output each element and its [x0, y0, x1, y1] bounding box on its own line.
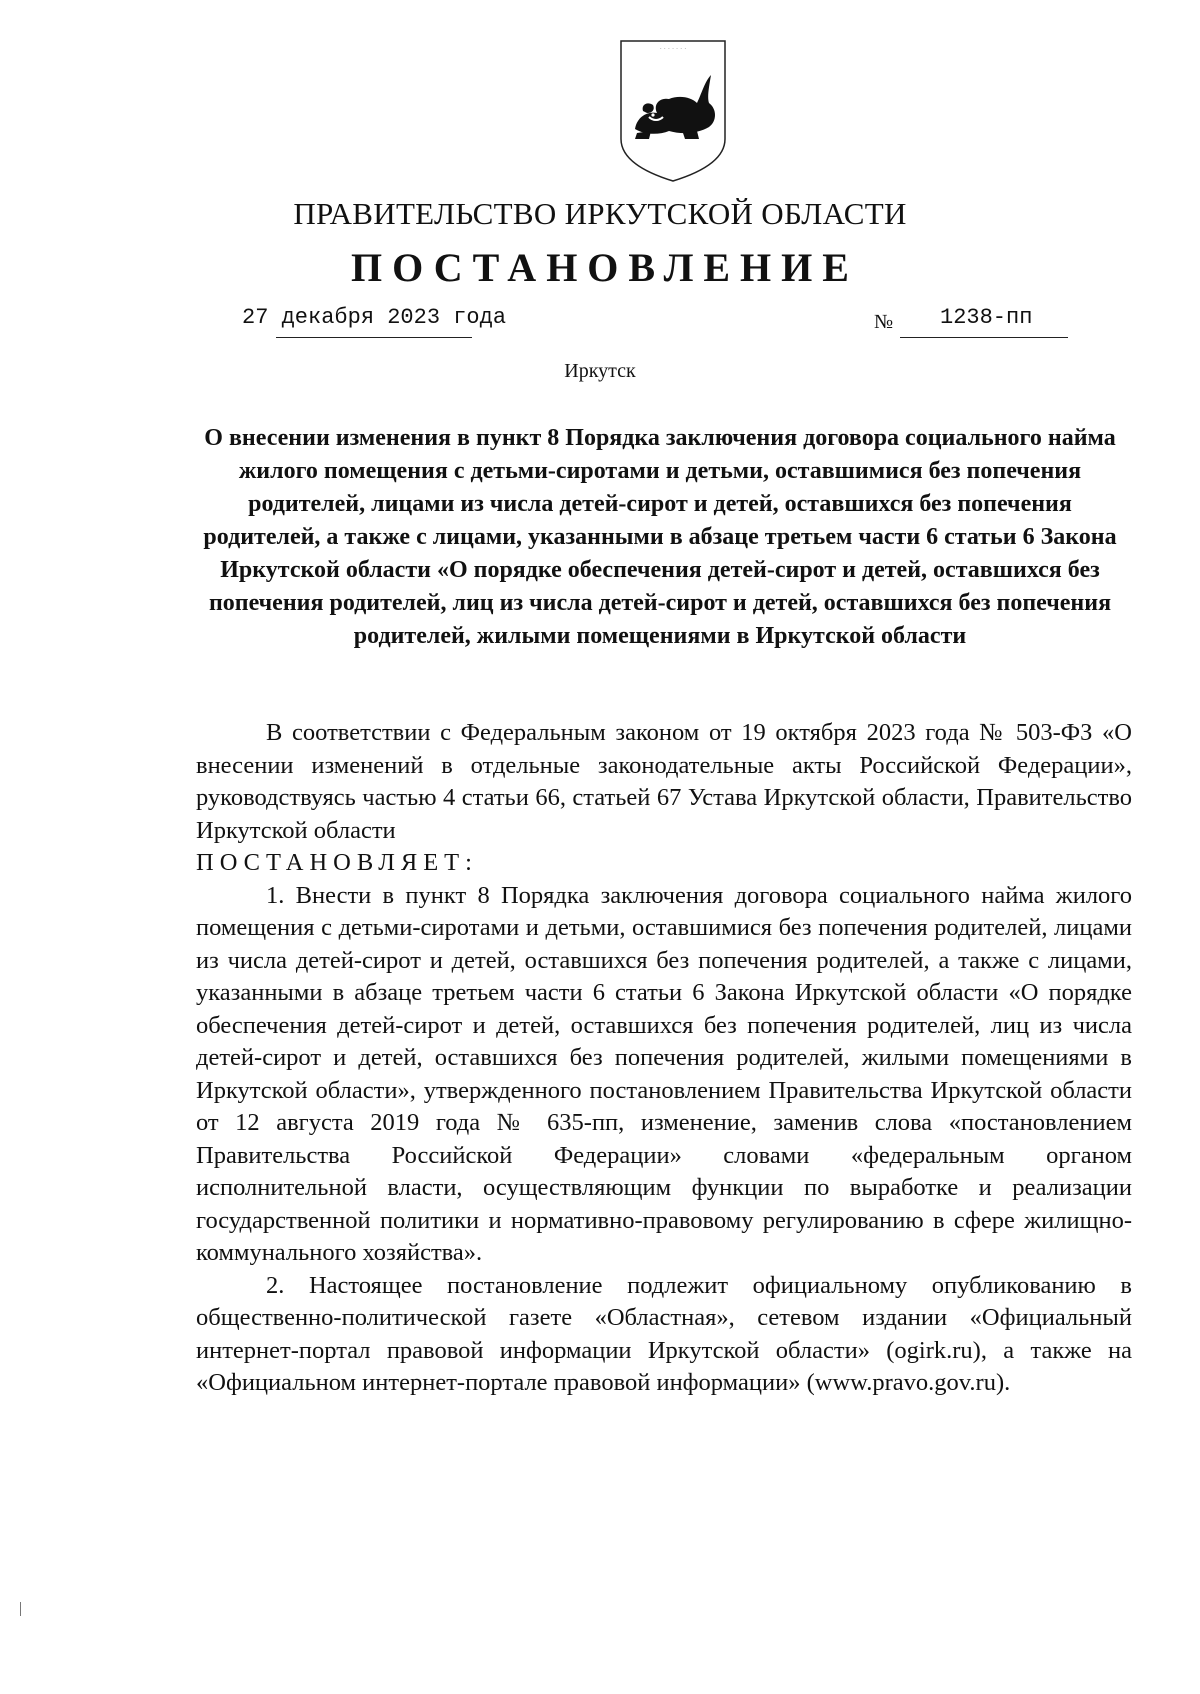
number-label: №	[874, 311, 894, 333]
item-2-paragraph: 2. Настоящее постановление подлежит официальному опубликованию в общественно-политической газете «Областная», сетевом издании «Официальный интернет-портал правовой информации Иркутской области» (ogirk.ru), а также на «Официальном интернет-портале правовой информации» (www.pravo.gov.ru).	[196, 1271, 1132, 1396]
document-title: О внесении изменения в пункт 8 Порядка заключения договора социального найма жилого помещения с детьми-сиротами и детьми, оставшимися без попечения родителей, лицами из числа детей-сирот и детей, оставшихся без попечения родителей, а также с лицами, указанными в абзаце третьем части 6 статьи 6 Закона Иркутской области «О порядке обеспечения детей-сирот и детей, оставшихся без попечения родителей, лиц из числа детей-сирот и детей, оставшихся без попечения родителей, жилыми помещениями в Иркутской области	[203, 425, 1117, 649]
organization-name: ПРАВИТЕЛЬСТВО ИРКУТСКОЙ ОБЛАСТИ	[293, 196, 907, 231]
decree-word: ПОСТАНОВЛЯЕТ:	[196, 849, 478, 876]
document-number: 1238-пп	[940, 305, 1033, 330]
document-date: 27 декабря 2023 года	[242, 305, 507, 330]
item-1-paragraph: 1. Внести в пункт 8 Порядка заключения договора социального найма жилого помещения с детьми-сиротами и детьми, оставшимися без попечения родителей, лицами из числа детей-сирот и детей, оставшихся без попечения родителей, а также с лицами, указанными в абзаце третьем части 6 статьи 6 Закона Иркутской области «О порядке обеспечения детей-сирот и детей, оставшихся без попечения родителей, лиц из числа детей-сирот и детей, оставшихся без попечения родителей, жилыми помещениями в Иркутской области», утвержденного постановлением Правительства Иркутской области от 12 августа 2019 года № 635-пп, изменение, заменив слова «постановлением Правительства Российской Федерации» словами «федеральным органом исполнительной власти, осуществляющим функции по выработке и реализации государственной политики и нормативно-правовому регулированию в сфере жилищно-коммунального хозяйства».	[196, 881, 1132, 1266]
date-underline	[276, 337, 472, 338]
document-type: ПОСТАНОВЛЕНИЕ	[351, 245, 859, 290]
coat-of-arms-icon	[613, 35, 733, 185]
preamble-paragraph: В соответствии с Федеральным законом от 19 октября 2023 года № 503-ФЗ «О внесении изменений в отдельные законодательные акты Российской Федерации», руководствуясь частью 4 статьи 66, статьей 67 Устава Иркутской области, Правительство Иркутской области	[196, 719, 1132, 844]
city: Иркутск	[564, 360, 636, 382]
svg-text:· · · · · · ·: · · · · · · ·	[659, 45, 687, 53]
date-number-row	[0, 305, 1200, 345]
margin-mark	[20, 1602, 21, 1616]
number-underline	[900, 337, 1068, 338]
document-body	[196, 717, 1132, 1400]
